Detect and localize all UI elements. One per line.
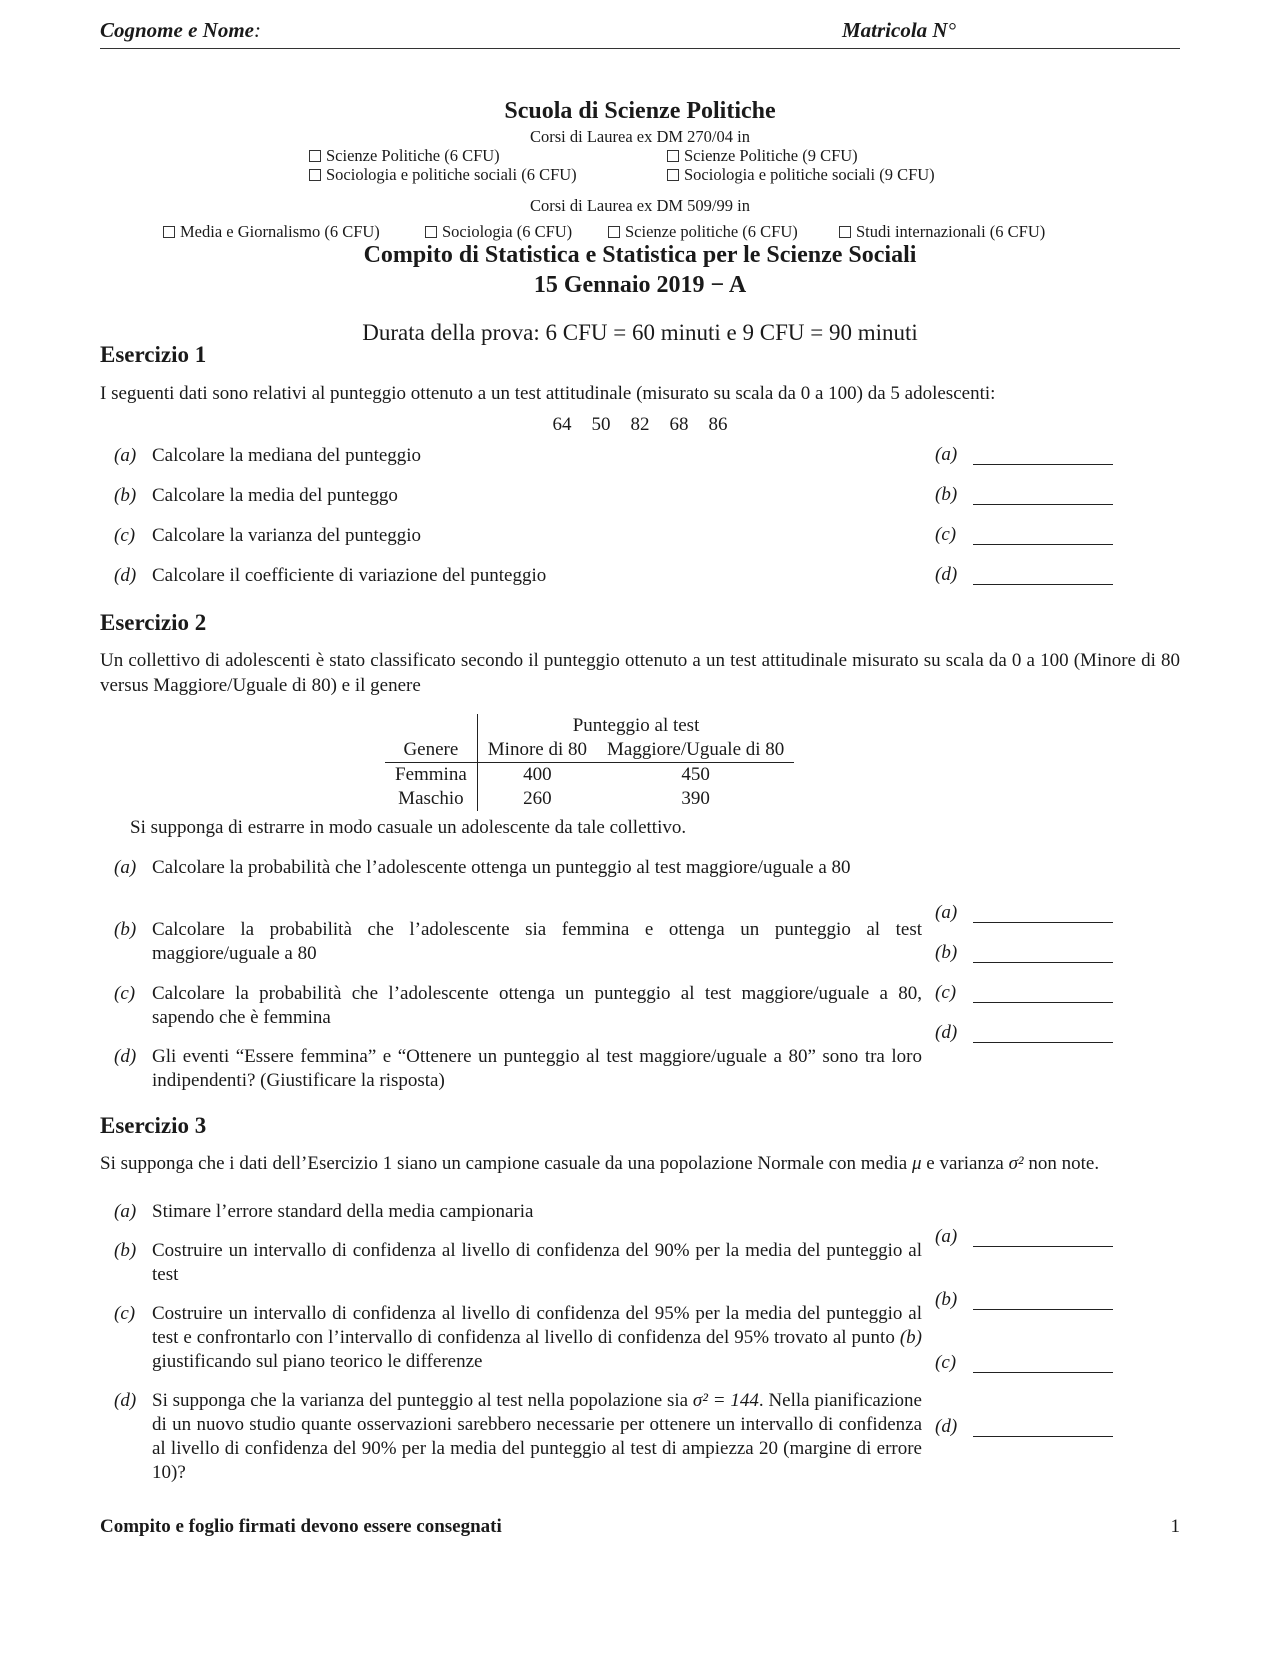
ex3-title: Esercizio 3: [100, 1113, 207, 1138]
ex3-question-d: (d) Si supponga che la varianza del punteggio al test nella popolazione sia σ² = 144. Nella pianificazione di un nuovo studio quante osservazioni sarebbero necessarie per ottenere un intervallo di confidenza al livello di confidenza del 90% per la media del punteggio al test di ampiezza 20 (margine di errore 10)?: [114, 1390, 922, 1483]
data-value: 50: [591, 414, 611, 435]
ex1-title: Esercizio 1: [100, 342, 207, 367]
exam-duration: Durata della prova: 6 CFU = 60 minuti e 9 CFU = 90 minuti: [362, 320, 918, 345]
table-row-label: Maschio: [385, 787, 477, 811]
course-checkbox-item[interactable]: Media e Giornalismo (6 CFU): [163, 222, 380, 242]
ex2-question-d: (d) Gli eventi “Essere femmina” e “Ottenere un punteggio al test maggiore/uguale a 80” sono tra loro indipendenti? (Giustificare la risposta): [114, 1046, 922, 1091]
checkbox-icon[interactable]: [163, 226, 175, 238]
ex2-title: Esercizio 2: [100, 610, 207, 635]
ex2-question-c: (c) Calcolare la probabilità che l’adolescente ottenga un punteggio al test maggiore/uguale a 80, sapendo che è femmina: [114, 983, 922, 1028]
course-checkbox-item[interactable]: Sociologia (6 CFU): [425, 222, 572, 242]
footer-note: Compito e foglio firmati devono essere consegnati: [100, 1516, 502, 1537]
checkbox-icon[interactable]: [309, 169, 321, 181]
ex1-question-b: (b) Calcolare la media del punteggo: [114, 485, 398, 506]
checkbox-icon[interactable]: [839, 226, 851, 238]
table-cell: 450: [681, 764, 710, 785]
table-row: [385, 763, 794, 788]
table-row: [385, 787, 794, 811]
table-cell: 390: [681, 788, 710, 809]
ex2-question-b: (b) Calcolare la probabilità che l’adolescente sia femmina e ottenga un punteggio al test maggiore/uguale a 80: [114, 919, 922, 964]
ex2-note: Si supponga di estrarre in modo casuale un adolescente da tale collettivo.: [130, 817, 687, 838]
table-column-header: Maggiore/Uguale di 80: [597, 738, 794, 763]
exam-title: Compito di Statistica e Statistica per le Scienze Sociali: [363, 242, 917, 268]
table-cell: 400: [523, 764, 552, 785]
name-field-label: Cognome e Nome:: [100, 18, 261, 42]
ex3-question-b: (b) Costruire un intervallo di confidenza al livello di confidenza del 90% per la media del punteggio al test: [114, 1240, 922, 1285]
checkbox-icon[interactable]: [667, 150, 679, 162]
ex1-intro: I seguenti dati sono relativi al punteggio ottenuto a un test attitudinale (misurato su scala da 0 a 100) da 5 adolescenti:: [100, 383, 996, 404]
data-value: 68: [669, 414, 689, 435]
course-checkbox-item[interactable]: Scienze Politiche (9 CFU): [667, 146, 858, 166]
ex1-question-c: (c) Calcolare la varianza del punteggio: [114, 525, 422, 546]
checkbox-icon[interactable]: [608, 226, 620, 238]
ex1-question-a: (a) Calcolare la mediana del punteggio: [114, 445, 422, 466]
course-checkbox-item[interactable]: Studi internazionali (6 CFU): [839, 222, 1045, 242]
header: [100, 18, 1180, 49]
table-row-label: Femmina: [385, 763, 477, 788]
ex2-intro: Un collettivo di adolescenti è stato classificato secondo il punteggio ottenuto a un test attitudinale misurato su scala da 0 a 100 (Minore di 80 versus Maggiore/Uguale di 80) e il genere: [100, 650, 1180, 696]
course-checkbox-item[interactable]: Sociologia e politiche sociali (9 CFU): [667, 165, 935, 185]
contingency-table: [385, 714, 794, 811]
data-value: 86: [708, 414, 728, 435]
ex2-question-a: (a) Calcolare la probabilità che l’adolescente ottenga un punteggio al test maggiore/uguale a 80: [114, 857, 851, 878]
ex3-question-c: (c) Costruire un intervallo di confidenza al livello di confidenza del 95% per la media del punteggio al test e confrontarlo con l’intervallo di confidenza al livello di confidenza del 95% trovato al punto (b) giustificando sul piano teorico le differenze: [114, 1303, 922, 1372]
ex3-intro: Si supponga che i dati dell’Esercizio 1 siano un campione casuale da una popolazione Normale con media μ e varianza σ² non note.: [100, 1153, 1100, 1174]
table-group-header: Punteggio al test: [572, 715, 700, 736]
courses-509-heading: Corsi di Laurea ex DM 509/99 in: [530, 196, 750, 215]
course-checkbox-item[interactable]: Sociologia e politiche sociali (6 CFU): [309, 165, 577, 185]
school-title: Scuola di Scienze Politiche: [504, 98, 776, 124]
checkbox-icon[interactable]: [309, 150, 321, 162]
course-checkbox-item[interactable]: Scienze politiche (6 CFU): [608, 222, 798, 242]
table-cell: 260: [523, 788, 552, 809]
ex1-question-d: (d) Calcolare il coefficiente di variazione del punteggio: [114, 565, 547, 586]
page-number: 1: [1170, 1516, 1180, 1537]
table-row-header: Genere: [385, 738, 477, 763]
data-value: 64: [552, 414, 572, 435]
data-value: 82: [630, 414, 650, 435]
exam-date: 15 Gennaio 2019 − A: [533, 272, 747, 298]
matricola-field-label: Matricola N°: [842, 18, 956, 42]
table-column-header: Minore di 80: [477, 738, 597, 763]
checkbox-icon[interactable]: [425, 226, 437, 238]
ex3-question-a: (a) Stimare l’errore standard della media campionaria: [114, 1201, 534, 1222]
course-checkbox-item[interactable]: Scienze Politiche (6 CFU): [309, 146, 500, 166]
checkbox-icon[interactable]: [667, 169, 679, 181]
courses-270-heading: Corsi di Laurea ex DM 270/04 in: [530, 127, 750, 146]
ex1-values: [100, 414, 1180, 436]
